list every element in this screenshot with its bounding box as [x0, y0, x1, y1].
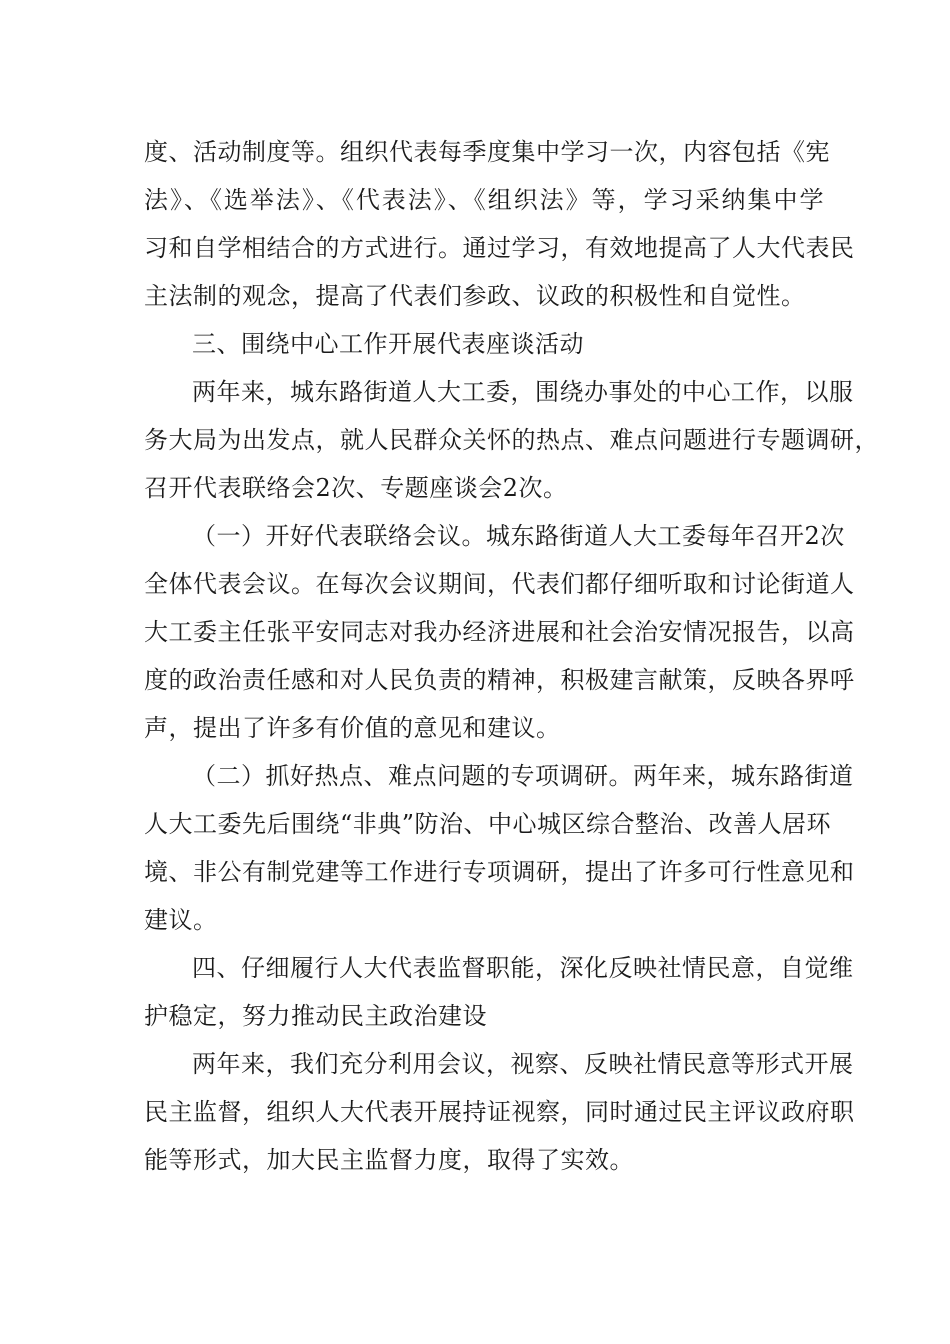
section-heading: 四、仔细履行人大代表监督职能，深化反映社情民意，自觉维 [192, 954, 854, 982]
text-line: 两年来，城东路街道人大工委，围绕办事处的中心工作，以服 [192, 378, 854, 406]
text-line: 召开代表联络会2次、专题座谈会2次。 [144, 474, 568, 502]
text-line: 度、活动制度等。组织代表每季度集中学习一次，内容包括《宪 [144, 138, 830, 166]
text-line: 度的政治责任感和对人民负责的精神，积极建言献策，反映各界呼 [144, 666, 855, 694]
text-line: 两年来，我们充分利用会议，视察、反映社情民意等形式开展 [192, 1050, 854, 1078]
text-line: 法》、《选举法》、《代表法》、《组织法》等，学习采纳集中学 [144, 186, 824, 214]
section-heading: 三、围绕中心工作开展代表座谈活动 [192, 330, 584, 358]
text-line: （一）开好代表联络会议。城东路街道人大工委每年召开2次 [192, 522, 845, 550]
text-line: 全体代表会议。在每次会议期间，代表们都仔细听取和讨论街道人 [144, 570, 855, 598]
text-line: 建议。 [144, 906, 218, 934]
text-line: 能等形式，加大民主监督力度，取得了实效。 [144, 1146, 634, 1174]
text-line: 大工委主任张平安同志对我办经济进展和社会治安情况报告，以高 [144, 618, 855, 646]
text-line: 务大局为出发点，就人民群众关怀的热点、难点问题进行专题调研， [144, 426, 879, 454]
text-line: 民主监督，组织人大代表开展持证视察，同时通过民主评议政府职 [144, 1098, 855, 1126]
text-line: 习和自学相结合的方式进行。通过学习，有效地提高了人大代表民 [144, 234, 855, 262]
text-line: 人大工委先后围绕“非典”防治、中心城区综合整治、改善人居环 [144, 810, 832, 838]
text-line: 主法制的观念，提高了代表们参政、议政的积极性和自觉性。 [144, 282, 806, 310]
text-line: 声，提出了许多有价值的意见和建议。 [144, 714, 561, 742]
section-heading: 护稳定，努力推动民主政治建设 [144, 1002, 487, 1030]
text-line: （二）抓好热点、难点问题的专项调研。两年来，城东路街道 [192, 762, 854, 790]
text-line: 境、非公有制党建等工作进行专项调研，提出了许多可行性意见和 [144, 858, 855, 886]
